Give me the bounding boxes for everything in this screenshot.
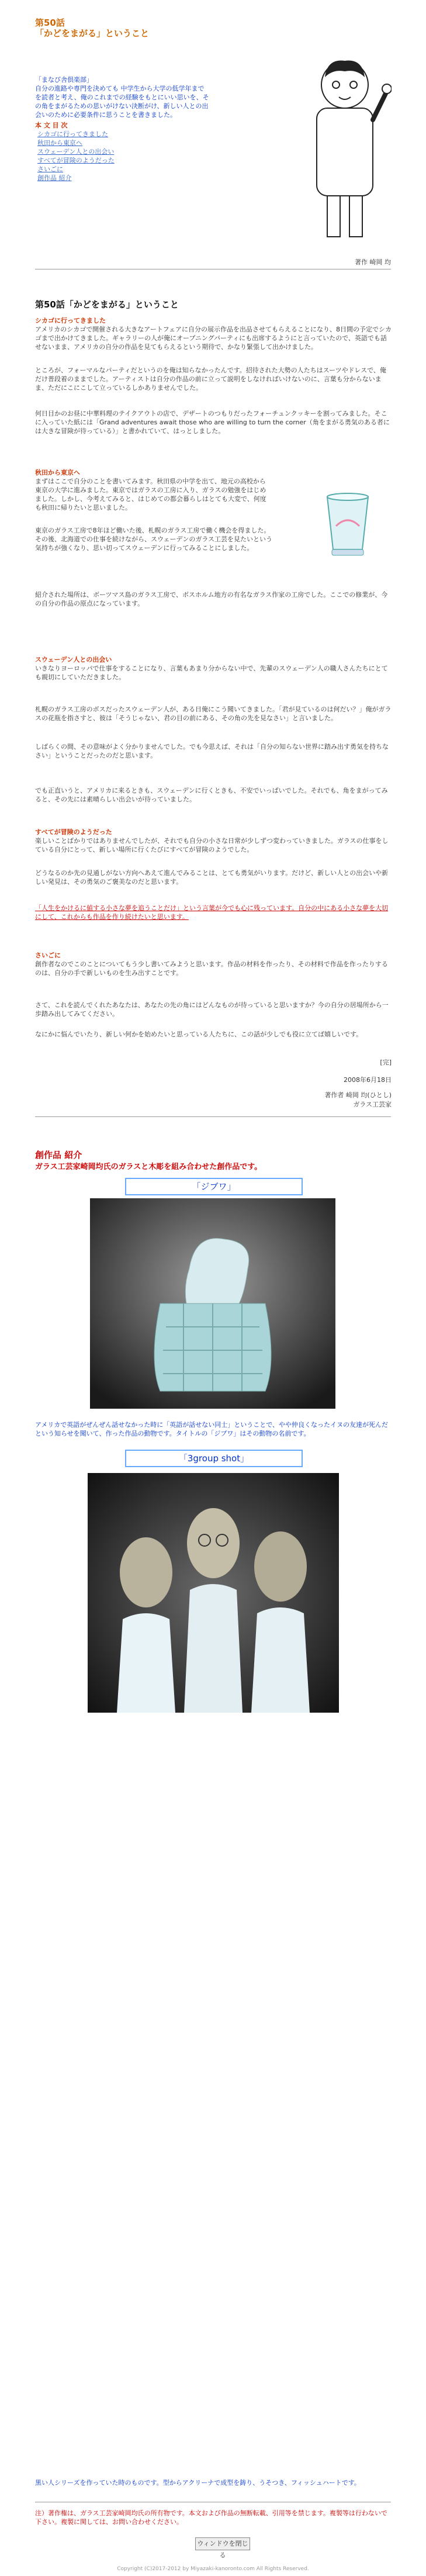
episode-number: 第50話 [35, 18, 65, 28]
paragraph: ところが、フォーマルなパーティだというのを俺は知らなかったんです。招待された大勢の人たちはスーツやドレスで、俺だけ普段着のままでした。アーティストは自分の作品の前に立って説明をしなければいけないのに、言葉も分からないまま、ただにこにこして立っているしかありませんでした。 [35, 366, 386, 392]
author-credit: 著作 崎岡 均 [355, 258, 391, 266]
intro-text: 自分の進路や専門を決めても 中学生から大学の低学年までを読者と考え、俺のこれまでの経験をもとにいい思いを、その角をまがるための思いがけない決断がけ、新しい人との出会いのために必要条件に思うことを書きました。 [35, 85, 209, 119]
paragraph: 札幌のガラス工房のボスだったスウェーデン人が、ある日俺にこう聞いてきました。「君が見ているのは何だい？」俺がガラスの花瓶を指さすと、彼は「そうじゃない、君の目の前にある、その角の先を見なさい」と言いました。 [35, 706, 392, 722]
close-window-button[interactable]: ウィンドウを閉じる [195, 2537, 250, 2550]
paragraph: 何日目かのお昼に中華料理のテイクアウトの店で、デザートのつもりだったフォーチュンクッキーを割ってみました。そこに入っていた紙には「Grand adventures await those who are willing to turn the corner（角をまがる勇気のある者には大きな冒険が待っている）」と書かれていて、はっとしました。 [35, 410, 390, 435]
footer-copyright: Copyright (C)2017-2012 by Miyazaki-kanoronto.com All Rights Reserved. [117, 2566, 309, 2572]
divider [35, 1116, 391, 1117]
section-heading: スウェーデン人との出会い [35, 656, 112, 663]
toc-link[interactable]: スウェーデン人との出会い [37, 148, 115, 155]
toc-item[interactable] [37, 174, 115, 182]
toc-item[interactable] [37, 130, 115, 139]
toc-item[interactable] [37, 139, 115, 147]
intro-heading: 「まなび舎倶楽部」 [35, 76, 93, 84]
toc-item[interactable] [37, 156, 115, 165]
glass-cup-illustration [316, 491, 380, 561]
paragraph: でも正直いうと、アメリカに来るときも、スウェーデンに行くときも、不安でいっぱいでした。それでも、角をまがってみると、その先には素晴らしい出会いが待っていました。 [35, 787, 388, 803]
copyright-note: 注）著作権は、ガラス工芸家崎岡均氏の所有物です。本文および作品の無断転載、引用等を禁じます。複製等は行わないで下さい。複製に関しては、お問い合わせください。 [35, 2509, 387, 2526]
toc-link[interactable]: シカゴに行ってきました [37, 130, 108, 138]
paragraph: 紹介された場所は、ボーツマス島のガラス工房で、ボスホルム地方の有名なガラス作家の工房でした。ここでの修業が、今の自分の作品の原点になっています。 [35, 591, 388, 607]
toc-heading: 本 文 目 次 [35, 122, 68, 129]
work-title-box: 「3group shot」 [125, 1450, 303, 1467]
section-heading: 秋田から東京へ [35, 469, 80, 476]
page-title: 「かどをまがる」ということ [35, 28, 150, 39]
end-mark: [完] [380, 1059, 392, 1066]
mascot-illustration [304, 53, 392, 246]
jibuwa-photo [90, 1198, 335, 1409]
toc-link[interactable]: 創作品 紹介 [37, 174, 72, 182]
date: 2008年6月18日 [344, 1076, 392, 1084]
work-caption: アメリカで英語がぜんぜん話せなかった時に「英語が話せない同士」ということで、やや仲良くなったイヌの友達が死んだという知らせを聞いて、作った作品の動物です。タイトルの「ジブワ」はその動物の名前です。 [35, 1421, 389, 1437]
toc-link[interactable]: 秋田から東京へ [37, 139, 82, 147]
section-heading: すべてが冒険のようだった [35, 828, 112, 836]
paragraph: 創作者なのでこのことについてもう少し書いてみようと思います。作品の材料を作ったり、その材料で作品を作ったりするのは、自分の手で新しいものを生み出すことです。 [35, 960, 388, 977]
work-caption: 黒い人シリーズを作っていた時のものです。型からアクリーナで成型を鋳り、うそつき、フィッシュハートです。 [35, 2479, 361, 2487]
paragraph: さて、これを読んでくれたあなたは、あなたの先の角にはどんなものが待っていると思いますか？今の自分の居場所から一歩踏み出してみてください。 [35, 1001, 389, 1018]
toc-link[interactable]: すべてが冒険のようだった [37, 157, 115, 164]
section-heading: シカゴに行ってきました [35, 317, 106, 324]
section-heading: さいごに [35, 952, 61, 959]
works-subheading: ガラス工芸家崎岡均氏のガラスと木彫を組み合わせた創作品です。 [35, 1163, 262, 1171]
author-name: 著作者 崎岡 均(ひとし) [324, 1091, 392, 1099]
paragraph: なにかに悩んでいたり、新しい何かを始めたいと思っている人たちに、この話が少しでも役に立てば嬉しいです。 [35, 1031, 363, 1038]
toc-item[interactable] [37, 165, 115, 174]
paragraph: 楽しいことばかりではありませんでしたが、それでも自分の小さな日常が少しずつ変わっていきました。ガラスの仕事をしている自分にとって、新しい場所に行くたびにすべてが冒険のようでした。 [35, 837, 389, 853]
paragraph: 東京のガラス工房で8年ほど働いた後、札幌のガラス工房で働く機会を得ました。その後、北海道での仕事を続けながら、スウェーデンのガラス工芸を見たいという気持ちが強くなり、思い切ってスウェーデンに行ってみることにしました。 [35, 527, 273, 552]
paragraph: どうなるのか先の見通しがない方向へあえて進んでみることは、とても勇気がいります。だけど、新しい人との出会いや新しい発見は、その勇気のご褒美なのだと思います。 [35, 869, 389, 886]
group-shot-photo [88, 1473, 339, 1713]
article-title: 第50話「かどをまがる」ということ [35, 299, 179, 310]
author-title: ガラス工芸家 [353, 1101, 392, 1108]
quote-paragraph: 「人生をかけるに値する小さな夢を追うことだけ」という言葉が今でも心に残っています。自分の中にある小さな夢を大切にして、これからも作品を作り続けたいと思います。 [35, 904, 389, 921]
work-title-box: 「ジブワ」 [125, 1178, 303, 1195]
works-heading: 創作品 紹介 [35, 1150, 82, 1160]
toc-item[interactable] [37, 147, 115, 156]
paragraph: アメリカのシカゴで開催される大きなアートフェアに自分の展示作品を出品させてもらえることになり、8日間の予定でシカゴまで出かけてきました。ギャラリーの人が俺にオープニングパーティにも出席するようにと言っていたので、英語でも話せないまま、アメリカの自分の作品を見てもらえるという期待で、かなり緊張して出かけました。 [35, 326, 392, 351]
table-of-contents [37, 130, 115, 182]
paragraph: まずはここで自分のことを書いてみます。秋田県の中学を出て、地元の高校から東京の大学に進みました。東京ではガラスの工房に入り、ガラスの勉強をはじめました。しかし、今考えてみると、はじめての都会暮らしはとても大変で、何度も秋田に帰りたいと思いました。 [35, 478, 266, 511]
paragraph: いきなりヨーロッパで仕事をすることになり、言葉もあまり分からない中で、先輩のスウェーデン人の職人さんたちにとても親切にしていただきました。 [35, 665, 388, 681]
paragraph: しばらくの間、その意味がよく分かりませんでした。でも今思えば、それは「自分の知らない世界に踏み出す勇気を持ちなさい」ということだったのだと思います。 [35, 743, 389, 759]
toc-link[interactable]: さいごに [37, 165, 63, 173]
